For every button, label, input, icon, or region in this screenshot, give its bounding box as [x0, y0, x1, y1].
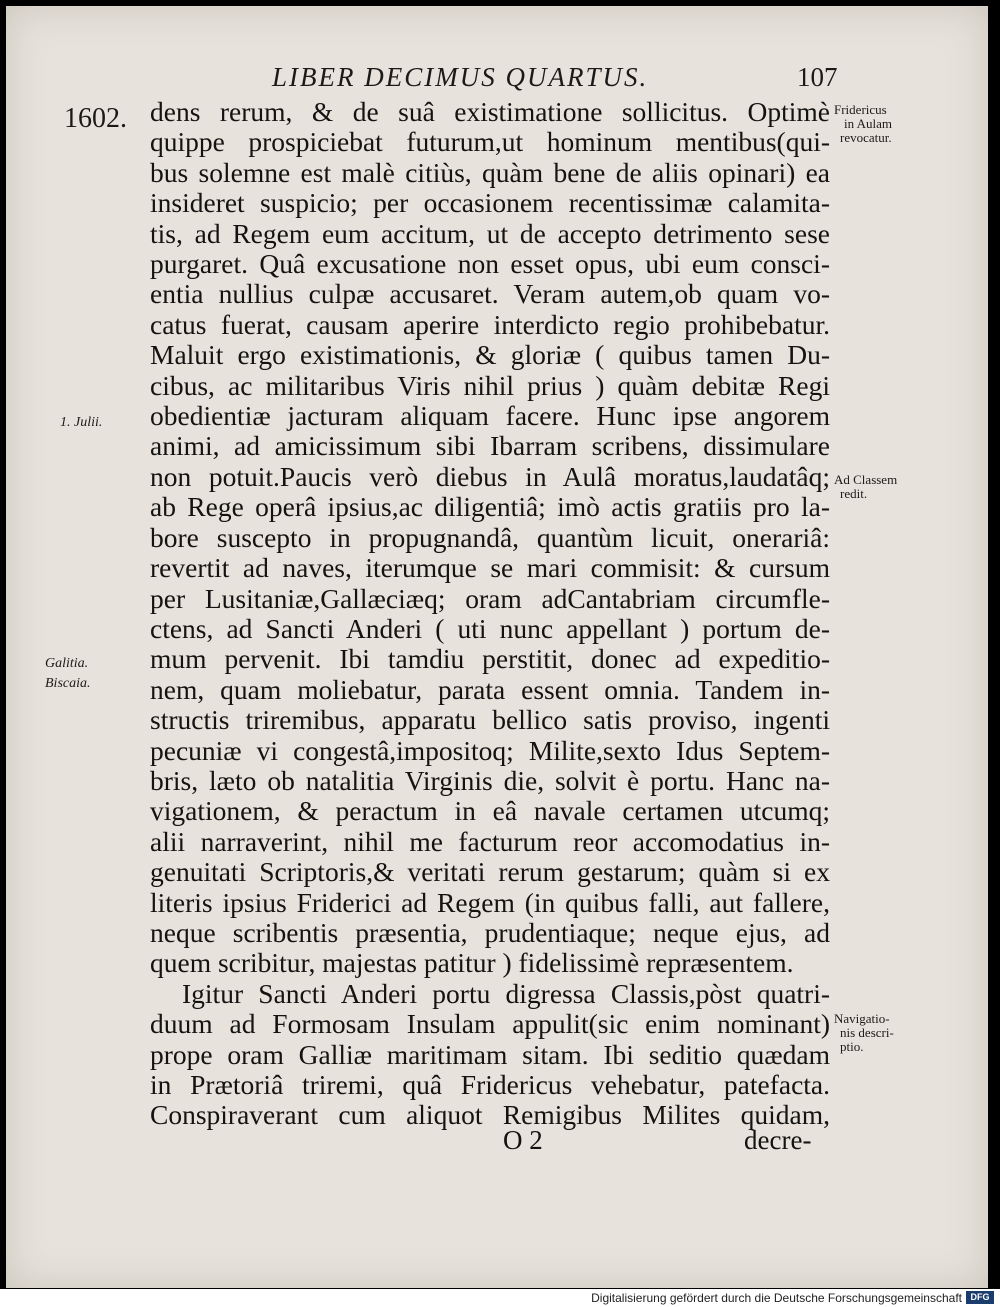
text-line: animi, ad amicissimum sibi Ibarram scribens, dissimulare [150, 430, 830, 462]
margin-note-right [834, 1012, 894, 1054]
text-line: Igitur Sancti Anderi portu digressa Classis,pòst quatri- [182, 977, 830, 1009]
text-line: in Prætoriâ triremi, quâ Fridericus vehebatur, patefacta. [150, 1069, 830, 1100]
text-line: cibus, ac militaribus Viris nihil prius ) quàm debitæ Regi [150, 369, 830, 401]
text-line: duum ad Formosam Insulam appulit(sic enim nominant) [150, 1008, 830, 1040]
margin-note-line: ptio. [840, 1039, 864, 1054]
text-line: vigationem, & peractum in eâ navale certamen utcumq; [150, 795, 830, 827]
text-line: prope oram Galliæ maritimam sitam. Ibi seditio quædam [150, 1038, 830, 1070]
text-line: dens rerum, & de suâ existimatione sollicitus. Optimè [150, 96, 830, 127]
text-line: purgaret. Quâ excusatione non esset opus, ubi eum consci- [150, 248, 830, 280]
text-line: tis, ad Regem eum accitum, ut de accepto detrimento sese [150, 217, 830, 249]
text-line: catus fuerat, causam aperire interdicto regio prohibebatur. [150, 308, 830, 340]
margin-note-line: 1. Julii. [60, 415, 103, 430]
margin-note-line: Biscaia. [45, 676, 91, 691]
text-line: obedientiæ jacturam aliquam facere. Hunc ipse angorem [150, 400, 830, 432]
main-text-block [150, 97, 830, 1131]
margin-note-line: in Aulam [844, 116, 893, 131]
margin-note-line: redit. [840, 486, 868, 501]
text-line: pecuniæ vi congestâ,impositoq; Milite,sexto Idus Septem- [150, 734, 830, 766]
margin-note-line: Galitia. [45, 656, 89, 671]
text-line: alii narraverint, nihil me facturum reor accomodatius in- [150, 825, 830, 857]
text-line: mum pervenit. Ibi tamdiu perstitit, donec ad expeditio- [150, 643, 830, 675]
year-marker: 1602. [64, 103, 127, 134]
text-line: Conspiraverant cum aliquot Remigibus Milites quidam, [150, 1099, 830, 1131]
margin-note-line: Fridericus [834, 102, 887, 117]
text-line: quem scribitur, majestas patitur ) fidelissimè repræsentem. [150, 947, 794, 979]
text-line: per Lusitaniæ,Gallæciæq; oram adCantabriam circumfle- [150, 582, 830, 614]
text-line: neque scribentis præsentia, prudentiaque; neque ejus, ad [150, 916, 830, 948]
text-line: bris, læto ob natalitia Virginis die, solvit è portu. Hanc na- [150, 764, 830, 796]
text-line: structis triremibus, apparatu bellico satis proviso, ingenti [150, 704, 830, 736]
margin-note-left [60, 416, 102, 430]
margin-note-line: revocatur. [840, 130, 892, 145]
dfg-logo-icon: DFG [966, 1291, 994, 1304]
margin-note-line: nis descri- [840, 1025, 894, 1040]
margin-note-line: Ad Classem [834, 472, 898, 487]
margin-note-right [834, 103, 892, 145]
text-line: bore suscepto in propugnandâ, quantùm licuit, onerariâ: [150, 521, 830, 553]
signature-mark: O 2 [503, 1125, 543, 1155]
page-number: 107 [797, 62, 838, 92]
running-title: LIBER DECIMUS QUARTUS. [272, 62, 649, 92]
text-line: ab Rege operâ ipsius,ac diligentiâ; imò actis gratiis pro la- [150, 491, 830, 523]
margin-note-line: Navigatio- [834, 1011, 890, 1026]
text-line: literis ipsius Friderici ad Regem (in quibus falli, aut fallere, [150, 886, 830, 918]
text-line: revertit ad naves, iterumque se mari commisit: & cursum [150, 552, 830, 584]
text-line: entia nullius culpæ accusaret. Veram autem,ob quam vo- [150, 278, 830, 310]
footer-credit: Digitalisierung gefördert durch die Deutsche Forschungsgemeinschaft [591, 1291, 962, 1305]
text-line: genuitati Scriptoris,& veritati rerum gestarum; quàm si ex [150, 856, 830, 888]
text-line: nem, quam moliebatur, parata essent omnia. Tandem in- [150, 673, 830, 705]
text-line: quippe prospiciebat futurum,ut hominum mentibus(qui- [150, 126, 830, 158]
text-line: non potuit.Paucis verò diebus in Aulâ moratus,laudatâq; [150, 460, 830, 492]
text-line: bus solemne est malè citiùs, quàm bene de aliis opinari) ea [150, 156, 830, 188]
text-line: ctens, ad Sancti Anderi ( uti nunc appellant ) portum de- [150, 612, 830, 644]
text-line: insideret suspicio; per occasionem recentissimæ calamita- [150, 187, 830, 219]
margin-note-right [834, 473, 897, 501]
text-line: Maluit ergo existimationis, & gloriæ ( quibus tamen Du- [150, 339, 830, 371]
footer-bar [0, 1289, 1000, 1307]
catchword: decre- [744, 1125, 812, 1155]
margin-note-left [45, 654, 91, 694]
